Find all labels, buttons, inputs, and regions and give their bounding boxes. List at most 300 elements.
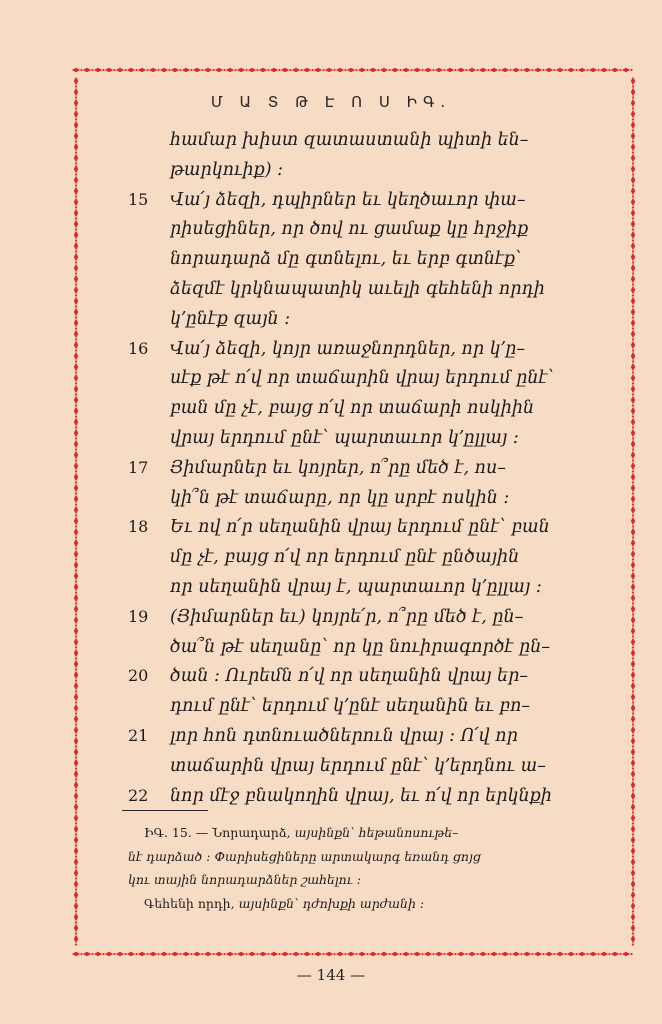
border-ornament: [74, 253, 78, 261]
border-ornament: [74, 814, 78, 822]
border-dot: [632, 228, 634, 230]
border-dot: [632, 404, 634, 406]
border-ornament: [402, 952, 410, 956]
border-ornament: [631, 616, 635, 624]
border-ornament: [631, 77, 635, 85]
border-dot: [75, 899, 77, 901]
border-ornament: [534, 952, 542, 956]
border-dot: [75, 195, 77, 197]
border-ornament: [74, 473, 78, 481]
border-dot: [597, 69, 599, 71]
border-ornament: [631, 396, 635, 404]
border-dot: [75, 393, 77, 395]
border-ornament: [138, 952, 146, 956]
border-ornament: [237, 952, 245, 956]
border-ornament: [74, 539, 78, 547]
border-dot: [190, 69, 192, 71]
border-dot: [75, 228, 77, 230]
border-dot: [632, 932, 634, 934]
border-ornament: [74, 330, 78, 338]
border-ornament: [74, 154, 78, 162]
border-ornament: [74, 462, 78, 470]
border-dot: [421, 953, 423, 955]
verse-text: տաճարին վրայ երդում ընէ՝ կ՚երդնու ա–: [170, 755, 546, 776]
border-dot: [632, 943, 634, 945]
border-ornament: [74, 660, 78, 668]
border-ornament: [523, 952, 531, 956]
verse-text: (Յիմարներ եւ) կոյրե՛ր, ո՞րը մեծ է, ըն–: [170, 606, 524, 627]
border-ornament: [74, 759, 78, 767]
footnote-line: [144, 825, 459, 840]
border-ornament: [74, 792, 78, 800]
border-dot: [75, 426, 77, 428]
border-ornament: [631, 407, 635, 415]
border-dot: [75, 591, 77, 593]
border-dot: [632, 426, 634, 428]
border-ornament: [631, 319, 635, 327]
border-dot: [366, 69, 368, 71]
border-ornament: [457, 952, 465, 956]
border-dot: [597, 953, 599, 955]
border-ornament: [74, 616, 78, 624]
border-dot: [632, 294, 634, 296]
border-dot: [632, 206, 634, 208]
border-ornament: [631, 638, 635, 646]
border-dot: [632, 899, 634, 901]
border-dot: [75, 679, 77, 681]
border-dot: [75, 459, 77, 461]
border-ornament: [631, 594, 635, 602]
border-ornament: [380, 952, 388, 956]
border-ornament: [391, 952, 399, 956]
border-dot: [278, 953, 280, 955]
border-ornament: [545, 68, 553, 72]
border-dot: [619, 953, 621, 955]
verse-text: սէք թէ ո՛վ որ տաճարին վրայ երդում ընէ՝: [170, 368, 554, 389]
border-ornament: [631, 506, 635, 514]
border-dot: [75, 327, 77, 329]
border-ornament: [74, 77, 78, 85]
border-ornament: [74, 495, 78, 503]
border-ornament: [193, 68, 201, 72]
border-dot: [632, 283, 634, 285]
border-ornament: [193, 952, 201, 956]
border-ornament: [631, 330, 635, 338]
border-dot: [179, 69, 181, 71]
border-ornament: [631, 187, 635, 195]
border-ornament: [74, 671, 78, 679]
border-ornament: [248, 952, 256, 956]
border-dot: [586, 953, 588, 955]
border-ornament: [631, 429, 635, 437]
verse-number: 15: [128, 189, 149, 209]
border-dot: [146, 953, 148, 955]
verse-text: դում ընէ՝ երդում կ՚ընէ սեղանին եւ բո–: [170, 696, 531, 717]
verse-text: ծան : Ուրեմն ո՛վ որ սեղանին վրայ եր–: [170, 666, 529, 687]
border-ornament: [74, 297, 78, 305]
border-dot: [632, 503, 634, 505]
border-ornament: [622, 68, 630, 72]
border-dot: [75, 151, 77, 153]
border-dot: [75, 888, 77, 890]
border-ornament: [292, 68, 300, 72]
border-ornament: [534, 68, 542, 72]
verse-text: Վա՛յ ձեզի, դպիրներ եւ կեղծաւոր փա–: [170, 189, 526, 210]
border-ornament: [567, 68, 575, 72]
border-dot: [75, 767, 77, 769]
border-ornament: [631, 891, 635, 899]
border-ornament: [74, 407, 78, 415]
border-ornament: [631, 858, 635, 866]
border-ornament: [600, 68, 608, 72]
border-ornament: [631, 352, 635, 360]
border-ornament: [611, 952, 619, 956]
border-dot: [632, 415, 634, 417]
border-ornament: [182, 952, 190, 956]
border-ornament: [74, 363, 78, 371]
verse-text: համար խիստ զատաստանի պիտի են–: [170, 130, 529, 150]
border-dot: [75, 349, 77, 351]
border-ornament: [127, 952, 135, 956]
footnote-text: այսինքն՝ հեթանոսութե–: [290, 825, 459, 840]
border-dot: [75, 415, 77, 417]
verse-number: 20: [128, 666, 149, 686]
border-dot: [564, 953, 566, 955]
border-ornament: [74, 649, 78, 657]
verse-text: նոր մէջ բնակողին վրայ, եւ ո՛վ որ երկնքի: [170, 785, 552, 806]
footnote-text: այսինքն՝ դժոխքի արժանի :: [234, 896, 425, 911]
border-dot: [75, 129, 77, 131]
border-ornament: [631, 121, 635, 129]
border-dot: [632, 151, 634, 153]
border-dot: [632, 470, 634, 472]
border-ornament: [74, 165, 78, 173]
border-ornament: [413, 68, 421, 72]
border-dot: [632, 811, 634, 813]
border-dot: [75, 360, 77, 362]
border-dot: [632, 371, 634, 373]
border-ornament: [74, 880, 78, 888]
border-ornament: [631, 869, 635, 877]
border-dot: [632, 569, 634, 571]
border-dot: [509, 69, 511, 71]
border-dot: [443, 69, 445, 71]
border-ornament: [74, 264, 78, 272]
border-dot: [632, 646, 634, 648]
border-ornament: [631, 682, 635, 690]
border-dot: [75, 162, 77, 164]
border-dot: [632, 767, 634, 769]
border-dot: [377, 953, 379, 955]
border-dot: [632, 558, 634, 560]
border-dot: [75, 217, 77, 219]
border-ornament: [468, 952, 476, 956]
border-dot: [113, 69, 115, 71]
border-dot: [632, 921, 634, 923]
border-dot: [201, 69, 203, 71]
border-ornament: [631, 561, 635, 569]
border-ornament: [611, 68, 619, 72]
border-ornament: [74, 902, 78, 910]
border-ornament: [479, 952, 487, 956]
border-ornament: [600, 952, 608, 956]
border-ornament: [74, 583, 78, 591]
border-dot: [388, 953, 390, 955]
border-dot: [632, 250, 634, 252]
border-dot: [300, 953, 302, 955]
verse-text: որ սեղանին վրայ է, պարտաւոր կ՚ըլլայ :: [170, 577, 542, 597]
border-dot: [632, 129, 634, 131]
border-dot: [421, 69, 423, 71]
border-dot: [75, 800, 77, 802]
border-ornament: [270, 952, 278, 956]
border-dot: [632, 162, 634, 164]
border-ornament: [631, 550, 635, 558]
border-ornament: [631, 484, 635, 492]
border-dot: [75, 723, 77, 725]
border-ornament: [631, 473, 635, 481]
verse-text: կի՞ն թէ տաճարը, որ կը սրբէ ոսկին :: [170, 487, 510, 508]
border-ornament: [631, 517, 635, 525]
border-ornament: [589, 952, 597, 956]
border-ornament: [74, 737, 78, 745]
border-ornament: [457, 68, 465, 72]
border-ornament: [479, 68, 487, 72]
border-dot: [75, 514, 77, 516]
border-ornament: [589, 68, 597, 72]
border-dot: [632, 239, 634, 241]
border-ornament: [413, 952, 421, 956]
border-ornament: [631, 220, 635, 228]
border-ornament: [391, 68, 399, 72]
border-dot: [366, 953, 368, 955]
border-ornament: [74, 396, 78, 404]
border-dot: [75, 547, 77, 549]
border-dot: [632, 437, 634, 439]
border-ornament: [631, 913, 635, 921]
border-ornament: [631, 704, 635, 712]
border-ornament: [138, 68, 146, 72]
border-ornament: [149, 68, 157, 72]
border-ornament: [74, 913, 78, 921]
border-ornament: [631, 737, 635, 745]
border-ornament: [74, 704, 78, 712]
border-ornament: [631, 528, 635, 536]
border-dot: [146, 69, 148, 71]
border-ornament: [380, 68, 388, 72]
border-ornament: [74, 847, 78, 855]
border-dot: [75, 140, 77, 142]
page-number: — 144 —: [296, 966, 366, 984]
verse-text: Վա՛յ ձեզի, կոյր առաջնորդներ, որ կ՚ը–: [170, 338, 526, 359]
border-ornament: [631, 660, 635, 668]
border-ornament: [622, 952, 630, 956]
border-ornament: [74, 825, 78, 833]
border-dot: [75, 833, 77, 835]
border-ornament: [631, 572, 635, 580]
border-dot: [278, 69, 280, 71]
verse-text: թարկուիք) :: [170, 159, 284, 180]
border-dot: [509, 953, 511, 955]
border-dot: [498, 69, 500, 71]
border-dot: [102, 953, 104, 955]
border-ornament: [631, 902, 635, 910]
border-dot: [75, 118, 77, 120]
border-dot: [75, 316, 77, 318]
border-ornament: [631, 924, 635, 932]
border-dot: [75, 503, 77, 505]
border-ornament: [468, 68, 476, 72]
border-ornament: [74, 682, 78, 690]
border-dot: [75, 943, 77, 945]
border-ornament: [74, 132, 78, 140]
verse-text: ձեզմէ կրկնապատիկ աւելի գեհենի որդի: [170, 279, 545, 299]
border-dot: [75, 250, 77, 252]
border-dot: [388, 69, 390, 71]
border-dot: [586, 69, 588, 71]
border-ornament: [578, 952, 586, 956]
border-ornament: [74, 693, 78, 701]
border-dot: [454, 953, 456, 955]
border-ornament: [631, 814, 635, 822]
border-ornament: [424, 952, 432, 956]
border-ornament: [83, 952, 91, 956]
verse-text: նորադարձ մը գտնելու, եւ երբ գտնէք՝: [170, 249, 522, 270]
border-dot: [245, 69, 247, 71]
border-dot: [75, 877, 77, 879]
border-dot: [256, 69, 258, 71]
footnote-line: [144, 896, 424, 911]
border-ornament: [74, 726, 78, 734]
border-dot: [75, 206, 77, 208]
border-dot: [75, 239, 77, 241]
border-dot: [632, 580, 634, 582]
border-dot: [410, 69, 412, 71]
border-ornament: [631, 451, 635, 459]
border-ornament: [74, 836, 78, 844]
border-ornament: [248, 68, 256, 72]
border-ornament: [74, 605, 78, 613]
border-ornament: [74, 231, 78, 239]
border-ornament: [631, 715, 635, 723]
border-ornament: [215, 68, 223, 72]
border-ornament: [74, 121, 78, 129]
border-dot: [443, 953, 445, 955]
border-dot: [75, 492, 77, 494]
border-dot: [355, 953, 357, 955]
border-dot: [632, 316, 634, 318]
border-dot: [75, 657, 77, 659]
border-dot: [75, 932, 77, 934]
border-dot: [632, 448, 634, 450]
border-ornament: [631, 539, 635, 547]
border-dot: [168, 953, 170, 955]
border-ornament: [116, 68, 124, 72]
border-dot: [632, 338, 634, 340]
border-ornament: [501, 952, 509, 956]
border-dot: [632, 712, 634, 714]
border-dot: [632, 184, 634, 186]
border-ornament: [631, 605, 635, 613]
border-ornament: [74, 528, 78, 536]
border-ornament: [74, 935, 78, 943]
border-ornament: [631, 418, 635, 426]
border-dot: [75, 712, 77, 714]
border-dot: [632, 844, 634, 846]
border-ornament: [204, 68, 212, 72]
border-dot: [75, 778, 77, 780]
border-ornament: [631, 231, 635, 239]
chapter-heading: Մ Ա Տ Թ Է Ո Ս ԻԳ.: [210, 93, 452, 111]
border-dot: [632, 195, 634, 197]
verse-text: մը չէ, բայց ո՛վ որ երդում ընէ ընծային: [170, 547, 520, 568]
border-dot: [632, 118, 634, 120]
border-dot: [75, 646, 77, 648]
footnote-term: Գեհենի որդի,: [144, 896, 235, 911]
border-dot: [632, 327, 634, 329]
border-dot: [75, 382, 77, 384]
border-dot: [75, 756, 77, 758]
border-dot: [223, 69, 225, 71]
border-dot: [553, 953, 555, 955]
border-dot: [399, 69, 401, 71]
border-dot: [575, 953, 577, 955]
border-ornament: [303, 952, 311, 956]
border-ornament: [631, 253, 635, 261]
border-dot: [91, 953, 93, 955]
border-dot: [498, 953, 500, 955]
border-dot: [632, 679, 634, 681]
border-ornament: [631, 847, 635, 855]
border-ornament: [204, 952, 212, 956]
border-ornament: [325, 952, 333, 956]
border-ornament: [631, 726, 635, 734]
border-dot: [632, 261, 634, 263]
verse-number: 17: [128, 457, 149, 477]
border-ornament: [369, 952, 377, 956]
verse-text: ծա՞ն թէ սեղանը՝ որ կը նուիրագործէ ըն–: [170, 636, 551, 657]
border-ornament: [490, 952, 498, 956]
verse-text: վրայ երդում ընէ՝ պարտաւոր կ՚ըլլայ :: [170, 428, 519, 448]
border-dot: [632, 602, 634, 604]
border-dot: [333, 953, 335, 955]
border-dot: [632, 734, 634, 736]
border-ornament: [358, 952, 366, 956]
border-ornament: [74, 110, 78, 118]
border-dot: [632, 888, 634, 890]
border-ornament: [74, 748, 78, 756]
border-dot: [75, 437, 77, 439]
border-ornament: [292, 952, 300, 956]
border-ornament: [226, 952, 234, 956]
border-dot: [632, 140, 634, 142]
border-dot: [632, 591, 634, 593]
border-ornament: [369, 68, 377, 72]
border-ornament: [631, 462, 635, 470]
border-dot: [267, 69, 269, 71]
border-ornament: [314, 952, 322, 956]
border-dot: [75, 734, 77, 736]
border-dot: [632, 272, 634, 274]
verse-text: լոր հոն դտնուածներուն վրայ : Ո՛վ որ: [170, 726, 518, 746]
border-ornament: [325, 68, 333, 72]
border-ornament: [74, 308, 78, 316]
border-dot: [75, 272, 77, 274]
border-ornament: [74, 275, 78, 283]
border-dot: [632, 525, 634, 527]
border-ornament: [74, 440, 78, 448]
border-dot: [311, 953, 313, 955]
